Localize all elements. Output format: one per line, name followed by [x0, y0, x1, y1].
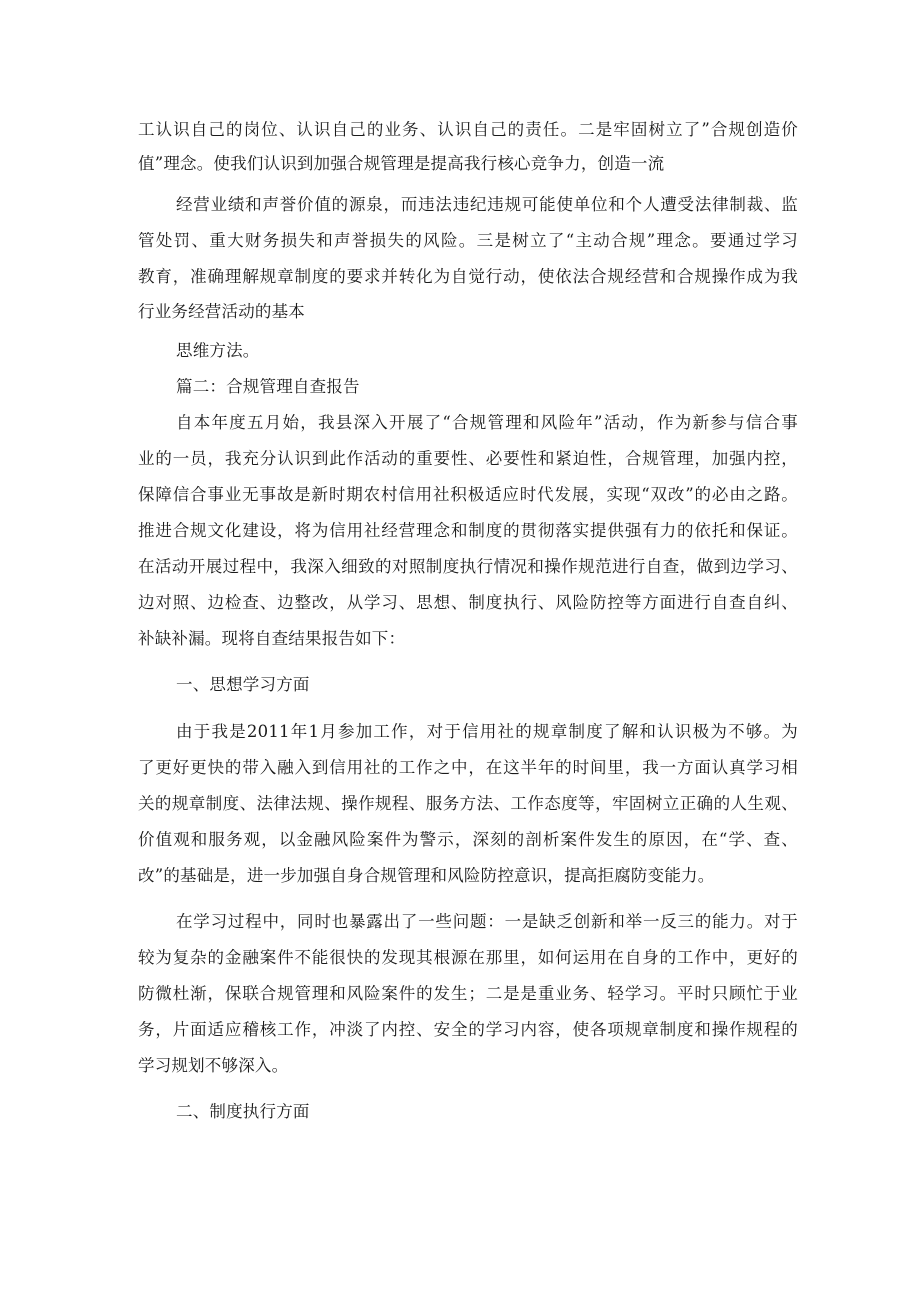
- text-line: 学习规划不够深入。: [138, 1056, 289, 1075]
- section-heading: 篇二：合规管理自查报告: [176, 377, 360, 396]
- text-line: 管处罚、重大财务损失和声誉损失的风险。三是树立了“主动合规”理念。要通过学习: [138, 231, 798, 250]
- text-line: 务，片面适应稽核工作，冲淡了内控、安全的学习内容，使各项规章制度和操作规程的: [138, 1020, 798, 1039]
- text-line: 值”理念。使我们认识到加强合规管理是提高我行核心竞争力，创造一流: [138, 154, 665, 173]
- section-heading: 二、制度执行方面: [176, 1102, 310, 1121]
- text-line: 自本年度五月始，我县深入开展了“合规管理和风险年”活动，作为新参与信合事: [176, 413, 798, 432]
- text-line: 工认识自己的岗位、认识自己的业务、认识自己的责任。二是牢固树立了”合规创造价: [138, 120, 798, 139]
- text-line: 在活动开展过程中，我深入细致的对照制度执行情况和操作规范进行自查，做到边学习、: [138, 557, 798, 576]
- text-line: 推进合规文化建设，将为信用社经营理念和制度的贯彻落实提供强有力的依托和保证。: [138, 521, 798, 540]
- section-heading: 一、思想学习方面: [176, 675, 310, 694]
- text-line: 边对照、边检查、边整改，从学习、思想、制度执行、风险防控等方面进行自查自纠、: [138, 593, 798, 612]
- text-line: 补缺补漏。现将自查结果报告如下：: [138, 629, 406, 648]
- text-line: 保障信合事业无事故是新时期农村信用社积极适应时代发展，实现“双改”的必由之路。: [138, 485, 798, 504]
- text-line: 价值观和服务观，以金融风险案件为警示，深刻的剖析案件发生的原因，在“学、查、: [138, 830, 798, 849]
- text-line: 在学习过程中，同时也暴露出了一些问题：一是缺乏创新和举一反三的能力。对于: [176, 912, 798, 931]
- text-line: 由于我是2011年1月参加工作，对于信用社的规章制度了解和认识极为不够。为: [176, 722, 798, 741]
- text-line: 思维方法。: [176, 341, 260, 360]
- text-line: 改”的基础是，进一步加强自身合规管理和风险防控意识，提高拒腐防变能力。: [138, 866, 715, 885]
- text-line: 较为复杂的金融案件不能很快的发现其根源在那里，如何运用在自身的工作中，更好的: [138, 948, 798, 967]
- text-line: 业的一员，我充分认识到此作活动的重要性、必要性和紧迫性，合规管理，加强内控，: [138, 449, 798, 468]
- text-line: 防微杜渐，保联合规管理和风险案件的发生；二是是重业务、轻学习。平时只顾忙于业: [138, 984, 798, 1003]
- text-line: 经营业绩和声誉价值的源泉，而违法违纪违规可能使单位和个人遭受法律制裁、监: [176, 195, 798, 214]
- text-line: 行业务经营活动的基本: [138, 302, 305, 321]
- text-line: 教育，准确理解规章制度的要求并转化为自觉行动，使依法合规经营和合规操作成为我: [138, 267, 798, 286]
- text-line: 关的规章制度、法律法规、操作规程、服务方法、工作态度等，牢固树立正确的人生观、: [138, 794, 798, 813]
- text-line: 了更好更快的带入融入到信用社的工作之中，在这半年的时间里，我一方面认真学习相: [138, 758, 798, 777]
